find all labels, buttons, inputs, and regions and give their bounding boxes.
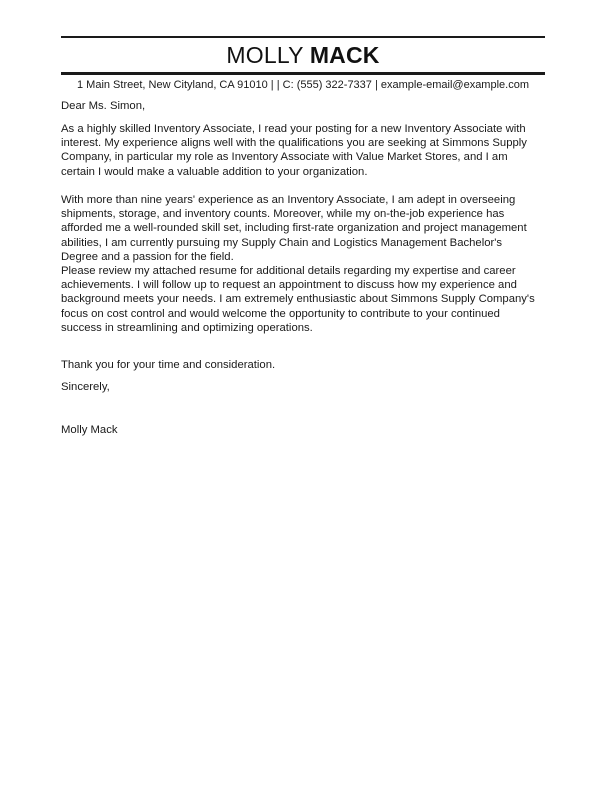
last-name: MACK <box>309 42 380 68</box>
closing: Sincerely, <box>61 381 110 393</box>
paragraph-followup: Please review my attached resume for additional details regarding my expertise and career achievements. I will follow up to request an appointment to discuss how my experience and background meets your needs. I am extremely enthusiastic about Simmons Supply Company's focus on cost control and would welcome the opportunity to contribute to your continued success in streamlining and optimizing operations. <box>61 265 535 334</box>
paragraph-intro: As a highly skilled Inventory Associate, I read your posting for a new Inventory Associate with interest. My experience aligns well with the qualifications you are seeking at Simmons Supply Company, in particular my role as Inventory Associate with Value Market Stores, and I am certain I would make a valuable addition to your organization. <box>61 123 527 178</box>
first-name: MOLLY <box>226 42 304 68</box>
applicant-name-heading <box>61 41 545 69</box>
paragraph-experience: With more than nine years' experience as an Inventory Associate, I am adept in overseeing shipments, storage, and inventory counts. Moreover, while my on-the-job experience has afforded me a well-rounded skill set, including first-rate organization and project management abilities, I am currently pursuing my Supply Chain and Logistics Management Bachelor's Degree and a passion for the field. <box>61 194 527 263</box>
header-bottom-rule <box>61 72 545 75</box>
salutation: Dear Ms. Simon, <box>61 100 146 112</box>
thanks-line: Thank you for your time and consideration. <box>61 359 276 371</box>
header-top-rule <box>61 36 545 38</box>
signature: Molly Mack <box>61 424 118 436</box>
contact-line: 1 Main Street, New Cityland, CA 91010 | | C: (555) 322-7337 | example-email@example.com <box>76 79 529 91</box>
